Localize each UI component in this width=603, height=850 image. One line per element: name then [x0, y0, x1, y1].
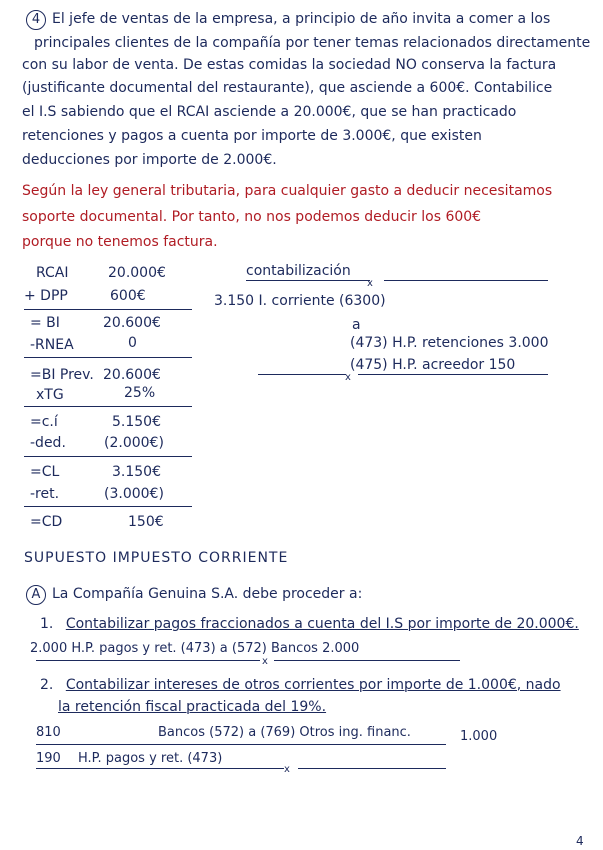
- problem-number-circle: 4: [26, 10, 46, 30]
- calc-label: -ret.: [30, 486, 60, 502]
- calc-value: 20.000€: [108, 265, 166, 281]
- calc-value: 3.150€: [112, 464, 161, 480]
- calc-value: 20.600€: [103, 367, 161, 383]
- divider: [24, 456, 192, 457]
- calc-value: (3.000€): [104, 486, 164, 502]
- entry-rule: [36, 660, 260, 661]
- journal-x-mark: x: [345, 372, 351, 383]
- calc-label: =BI Prev.: [30, 367, 94, 383]
- item-1-entry: 2.000 H.P. pagos y ret. (473) a (572) Bancos 2.000: [30, 641, 360, 656]
- calc-label: = BI: [30, 315, 60, 331]
- divider: [24, 406, 192, 407]
- calc-label: xTG: [36, 387, 64, 403]
- page-number: 4: [576, 834, 584, 848]
- calc-value: 5.150€: [112, 414, 161, 430]
- calc-value: 0: [128, 335, 137, 351]
- answer-line-3: porque no tenemos factura.: [22, 234, 218, 250]
- calc-label: =CD: [30, 514, 63, 530]
- journal-left-rule: [246, 280, 370, 281]
- entry-rule: [36, 768, 284, 769]
- calc-label: -ded.: [30, 435, 66, 451]
- calc-value: 150€: [128, 514, 164, 530]
- calc-value: 600€: [110, 288, 146, 304]
- answer-line-2: soporte documental. Por tanto, no nos podemos deducir los 600€: [22, 209, 482, 225]
- answer-line-1: Según la ley general tributaria, para cualquier gasto a deducir necesitamos: [22, 183, 553, 199]
- calc-label: RCAI: [36, 265, 69, 281]
- journal-credit-1: (473) H.P. retenciones 3.000: [350, 335, 549, 351]
- journal-credit-2: (475) H.P. acreedor 150: [350, 357, 516, 373]
- journal-bottom-left-rule: [258, 374, 346, 375]
- divider: [24, 506, 192, 507]
- journal-bottom-right-rule: [358, 374, 548, 375]
- calc-value: 20.600€: [103, 315, 161, 331]
- item-2-entry-2-amount: 190: [36, 751, 61, 766]
- journal-header: contabilización: [246, 263, 351, 279]
- problem-4-line-3: con su labor de venta. De estas comidas la sociedad NO conserva la factura: [22, 57, 557, 73]
- entry-x-mark: x: [284, 764, 290, 775]
- entry-rule: [298, 768, 446, 769]
- section-circle: A: [26, 585, 46, 605]
- calc-label: =c.í: [30, 414, 58, 430]
- entry-rule: [36, 744, 446, 745]
- item-2: 2. Contabilizar intereses de otros corrientes por importe de 1.000€, nado: [40, 677, 561, 693]
- divider: [24, 309, 192, 310]
- calc-value: (2.000€): [104, 435, 164, 451]
- calc-label: -RNEA: [30, 337, 74, 353]
- item-2-entry-1: Bancos (572) a (769) Otros ing. financ.: [158, 725, 411, 740]
- problem-4-line-2: principales clientes de la compañía por tener temas relacionados directamente: [34, 35, 591, 51]
- entry-rule: [274, 660, 460, 661]
- calc-label: =CL: [30, 464, 60, 480]
- problem-4-line-5: el I.S sabiendo que el RCAI asciende a 20.000€, que se han practicado: [22, 104, 517, 120]
- supuesto-title: SUPUESTO IMPUESTO CORRIENTE: [24, 550, 289, 566]
- calc-label: + DPP: [24, 288, 68, 304]
- problem-4-line-4: (justificante documental del restaurante), que asciende a 600€. Contabilice: [22, 80, 553, 96]
- journal-debit: 3.150 I. corriente (6300): [214, 293, 386, 309]
- problem-4-line-6: retenciones y pagos a cuenta por importe de 3.000€, que existen: [22, 128, 482, 144]
- item-2-entry-2: H.P. pagos y ret. (473): [78, 751, 223, 766]
- calc-value: 25%: [124, 385, 156, 401]
- divider: [24, 357, 192, 358]
- journal-x-mark: x: [367, 278, 373, 289]
- entry-x-mark: x: [262, 656, 268, 667]
- problem-4-line-7: deducciones por importe de 2.000€.: [22, 152, 277, 168]
- item-1: 1. Contabilizar pagos fraccionados a cuenta del I.S por importe de 20.000€.: [40, 616, 579, 632]
- problem-4-line-1: 4 El jefe de ventas de la empresa, a principio de año invita a comer a los: [26, 10, 550, 30]
- item-2-entry-1-amount: 810: [36, 725, 61, 740]
- item-2-line-2: la retención fiscal practicada del 19%.: [58, 699, 327, 715]
- item-2-entry-1-credit: 1.000: [460, 729, 498, 744]
- journal-a: a: [352, 317, 361, 333]
- journal-right-rule: [384, 280, 548, 281]
- supuesto-intro: A La Compañía Genuina S.A. debe proceder a:: [26, 585, 362, 605]
